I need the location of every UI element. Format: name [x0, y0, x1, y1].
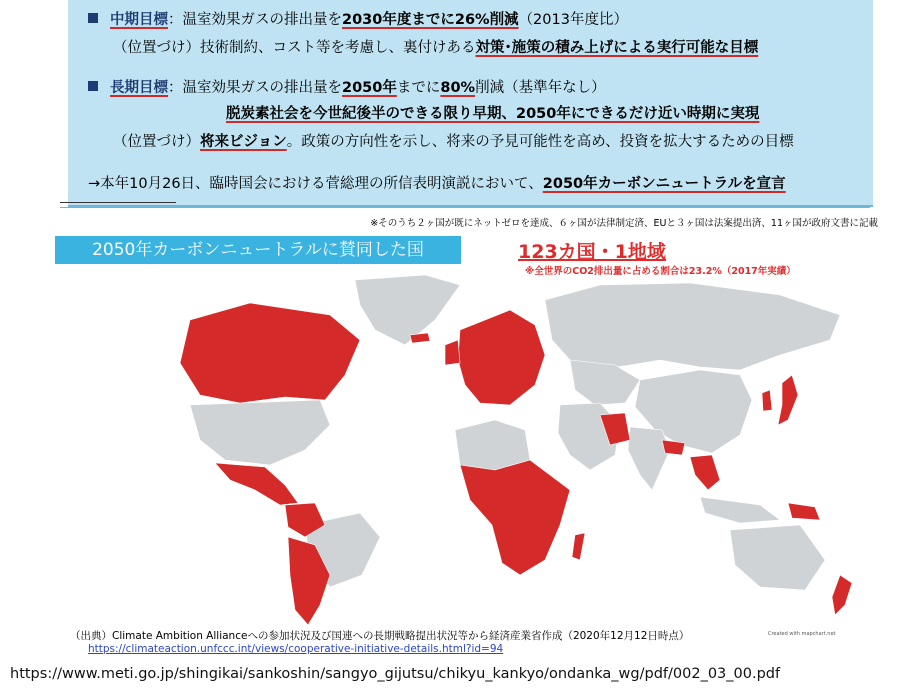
source-link[interactable]: https://climateaction.unfccc.int/views/cooperative-initiative-details.html?id=94 [88, 643, 504, 655]
mid-term-position-text: （位置づけ）技術制約、コスト等を考慮し、裏付けある [113, 40, 476, 56]
announcement-text: →本年10月26日、臨時国会における菅総理の所信表明演説において、 [88, 176, 543, 192]
long-term-text-1: ：温室効果ガスの排出量を [168, 80, 342, 96]
long-term-percent: 80% [440, 80, 476, 96]
divider [60, 207, 870, 208]
net-zero-footnote: ※そのうち２ヶ国が既にネットゼロを達成、６ヶ国が法律制定済、EUと３ヶ国は法案提出済、11ヶ国が政府文書に記載 [370, 218, 878, 229]
map-title: 2050年カーボンニュートラルに賛同した国 [55, 236, 461, 264]
long-term-position-line [113, 132, 794, 152]
goals-panel [68, 0, 873, 207]
country-count: 123カ国・1地域 [518, 241, 666, 263]
co2-share-note: ※全世界のCO2排出量に占める割合は23.2%（2017年実績） [525, 266, 796, 277]
map-credit: Created with mapchart.net [768, 631, 836, 637]
long-term-text-2: までに [396, 80, 441, 96]
long-term-label: 長期目標 [110, 80, 168, 96]
bullet-icon [88, 13, 98, 23]
long-term-position-prefix: （位置づけ） [113, 134, 200, 150]
mid-term-target: 2030年度までに26%削減 [342, 12, 519, 28]
decarbon-line [226, 104, 759, 124]
long-term-year: 2050年 [342, 80, 397, 96]
mid-term-position-line [113, 38, 758, 58]
mid-term-position-emphasis: 対策･施策の積み上げによる実行可能な目標 [475, 40, 759, 56]
world-map [40, 275, 880, 635]
long-term-position-suffix: 。政策の方向性を示し、将来の予見可能性を高め、投資を拡大するための目標 [286, 134, 794, 150]
long-term-text-3: 削減（基準年なし） [475, 80, 606, 96]
long-term-position-emphasis: 将来ビジョン [200, 134, 287, 150]
mid-term-text-1: ：温室効果ガスの排出量を [168, 12, 342, 28]
divider [60, 202, 176, 203]
long-term-goal-line [88, 78, 606, 98]
source-text: （出典）Climate Ambition Allianceへの参加状況及び国連への長期戦略提出状況等から経済産業省作成（2020年12月12日時点） [70, 630, 690, 642]
announcement-emphasis: 2050年カーボンニュートラルを宣言 [542, 176, 786, 192]
announcement-line [88, 174, 786, 194]
mid-term-label: 中期目標 [110, 12, 168, 28]
decarbon-statement: 脱炭素社会を今世紀後半のできる限り早期、2050年にできるだけ近い時期に実現 [226, 106, 760, 122]
mid-term-base-year: （2013年度比） [518, 12, 628, 28]
mid-term-goal-line [88, 10, 628, 30]
bullet-icon [88, 81, 98, 91]
page-url: https://www.meti.go.jp/shingikai/sankoshin/sangyo_gijutsu/chikyu_kankyo/ondanka_wg/pdf/002_03_00.pdf [10, 666, 781, 682]
